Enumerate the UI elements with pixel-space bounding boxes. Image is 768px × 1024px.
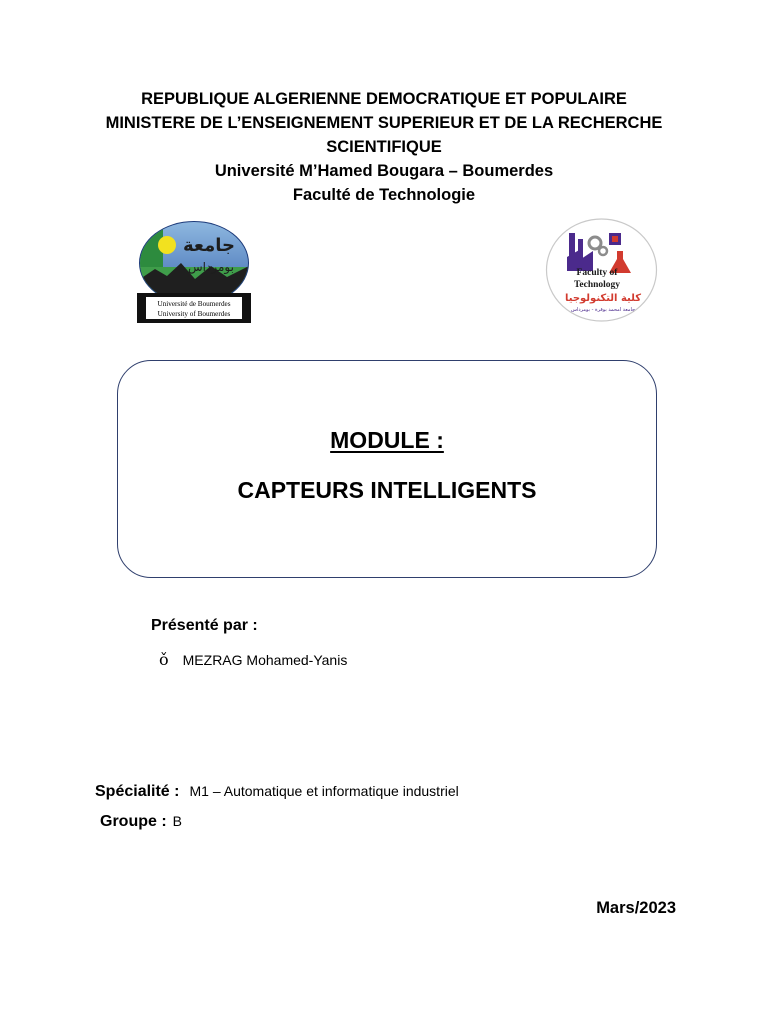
faculty-arabic: كلية التكنولوجيا [564, 293, 642, 304]
group-label: Groupe : [100, 813, 167, 830]
module-title: CAPTEURS INTELLIGENTS [237, 477, 537, 503]
uni-caption-fr: Université de Boumerdes [157, 300, 231, 308]
specialty-value: M1 – Automatique et informatique industriel [189, 783, 459, 799]
header-ministry-cont: SCIENTIFIQUE [326, 138, 442, 156]
header-faculty: Faculté de Technologie [292, 186, 476, 204]
faculty-logo [545, 217, 658, 323]
module-label: MODULE : [330, 427, 444, 453]
bullet-icon: ǒ [159, 650, 169, 669]
document-header [60, 87, 708, 207]
header-ministry: MINISTERE DE L’ENSEIGNEMENT SUPERIEUR ET DE LA RECHERCHE [105, 114, 663, 132]
faculty-line1: Faculty of [576, 268, 618, 278]
uni-arabic-bottom: بومرداس [188, 260, 234, 274]
document-date: Mars/2023 [596, 899, 676, 917]
module-frame [117, 360, 657, 578]
header-university: Université M’Hamed Bougara – Boumerdes [214, 162, 554, 180]
faculty-arabic-small: جامعة امحمد بوقرة - بومرداس [570, 307, 636, 313]
uni-arabic-top: جامعة [183, 235, 235, 256]
group-value: B [172, 813, 183, 829]
faculty-line2: Technology [573, 280, 621, 290]
author-list-item [159, 650, 347, 669]
header-republic: REPUBLIQUE ALGERIENNE DEMOCRATIQUE ET POPULAIRE [141, 90, 627, 108]
faculty-logo-graphic [545, 217, 658, 323]
group-row [100, 813, 182, 831]
presented-by-label: Présenté par : [151, 617, 258, 634]
uni-caption-en: University of Boumerdes [157, 310, 231, 318]
specialty-row [95, 783, 459, 801]
author-name: MEZRAG Mohamed-Yanis [182, 651, 348, 668]
specialty-label: Spécialité : [95, 783, 180, 800]
university-logo-graphic [137, 221, 251, 323]
university-logo [137, 221, 251, 323]
